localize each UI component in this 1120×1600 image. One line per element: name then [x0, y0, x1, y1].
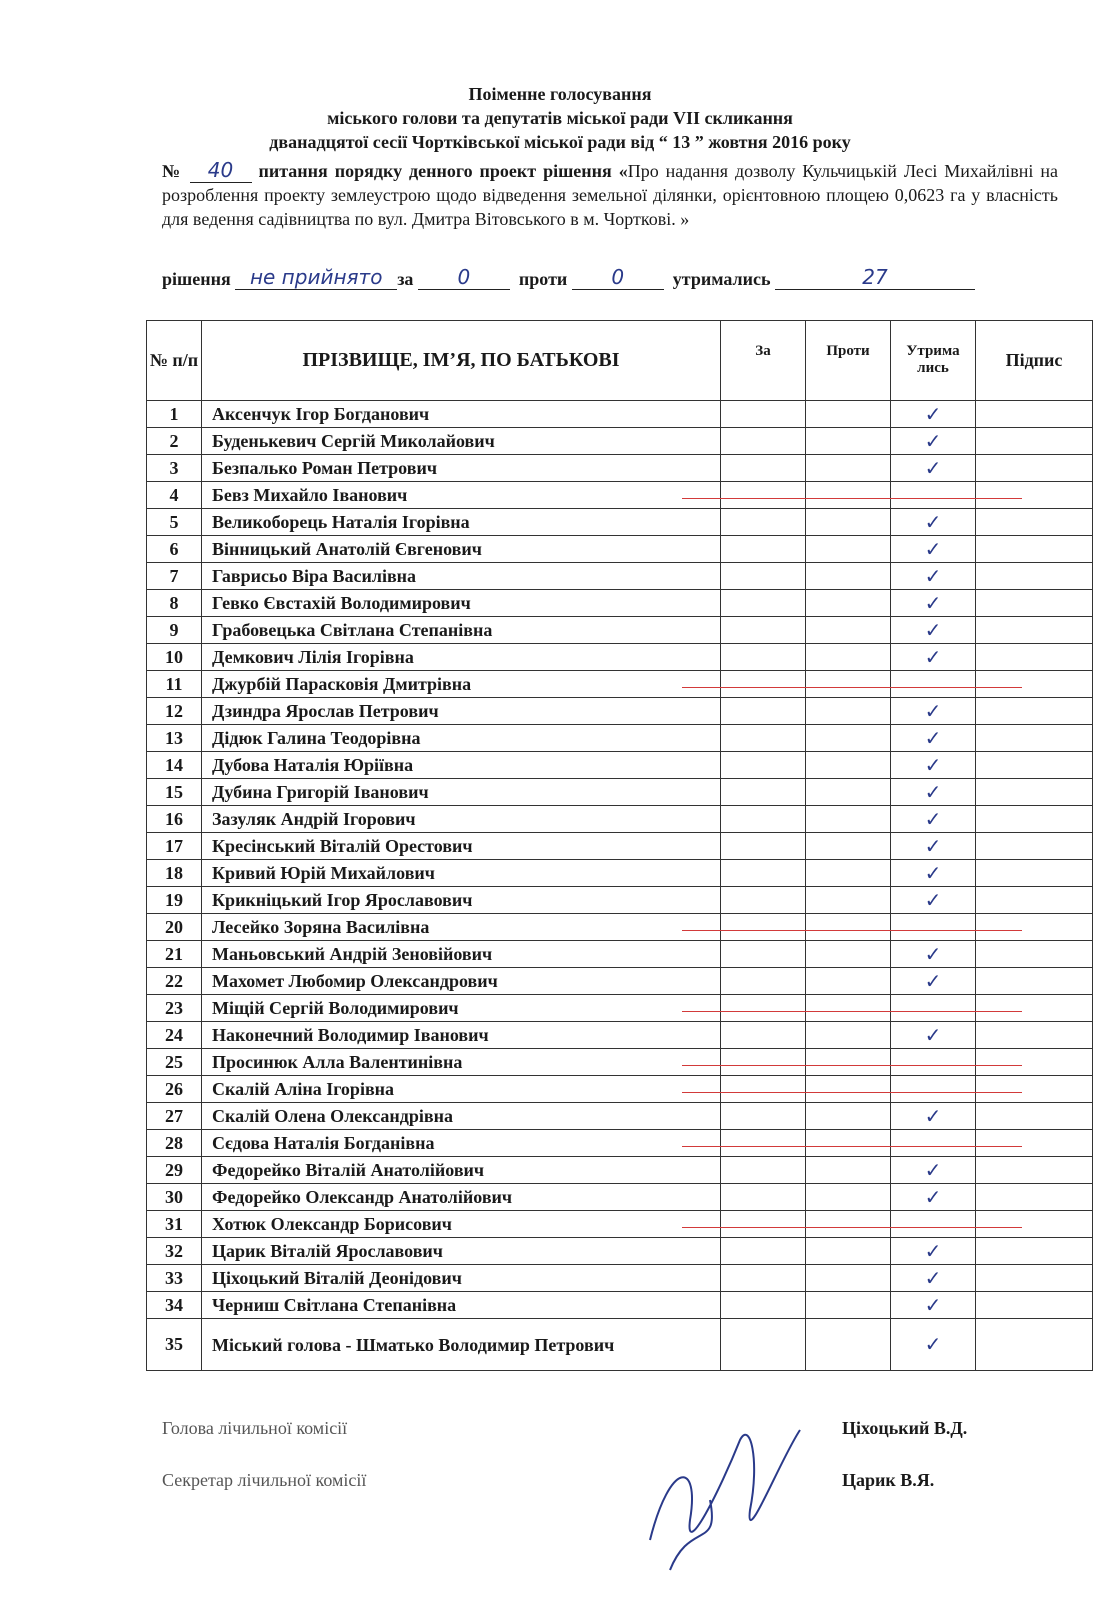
vote-abstain: ✓ — [891, 833, 976, 860]
vote-against — [806, 1076, 891, 1103]
row-number: 5 — [147, 509, 202, 536]
absent-strike-line — [682, 1011, 1022, 1012]
vote-abstain — [891, 482, 976, 509]
vote-abstain: ✓ — [891, 1184, 976, 1211]
table-row — [147, 779, 1093, 806]
vote-abstain: ✓ — [891, 644, 976, 671]
table-row — [147, 1049, 1093, 1076]
against-label: проти — [518, 269, 568, 289]
vote-abstain: ✓ — [891, 590, 976, 617]
signature-cell — [976, 455, 1093, 482]
vote-abstain: ✓ — [891, 725, 976, 752]
vote-against — [806, 779, 891, 806]
vote-for — [721, 590, 806, 617]
signature-cell — [976, 1022, 1093, 1049]
abstain-label: утримались — [672, 269, 771, 289]
vote-for — [721, 1076, 806, 1103]
signature-cell — [976, 806, 1093, 833]
member-name: Наконечний Володимир Іванович — [202, 1022, 721, 1049]
vote-against — [806, 833, 891, 860]
doc-title: Поіменне голосування — [468, 84, 652, 104]
member-name: Ціхоцький Віталій Деонідович — [202, 1265, 721, 1292]
row-number: 7 — [147, 563, 202, 590]
doc-session-line: дванадцятої сесії Чортківської міської ради від “ 13 ” жовтня 2016 року — [269, 132, 851, 152]
vote-for — [721, 455, 806, 482]
vote-against — [806, 455, 891, 482]
vote-abstain: ✓ — [891, 509, 976, 536]
header-against: Проти — [806, 321, 891, 401]
secretary-label: Секретар лічильної комісії — [162, 1470, 367, 1490]
vote-against — [806, 725, 891, 752]
member-name: Скалій Аліна Ігорівна — [202, 1076, 721, 1103]
row-number: 11 — [147, 671, 202, 698]
header-for: За — [721, 321, 806, 401]
table-row — [147, 941, 1093, 968]
absent-strike-line — [682, 687, 1022, 688]
member-name: Демкович Лілія Ігорівна — [202, 644, 721, 671]
question-no-label: № — [162, 161, 183, 181]
row-number: 22 — [147, 968, 202, 995]
absent-strike-line — [682, 1146, 1022, 1147]
table-row — [147, 752, 1093, 779]
table-row — [147, 428, 1093, 455]
row-number: 25 — [147, 1049, 202, 1076]
vote-abstain: ✓ — [891, 428, 976, 455]
member-name: Скалій Олена Олександрівна — [202, 1103, 721, 1130]
member-name: Дідюк Галина Теодорівна — [202, 725, 721, 752]
vote-abstain: ✓ — [891, 779, 976, 806]
absent-strike-line — [682, 930, 1022, 931]
table-row — [147, 1292, 1093, 1319]
member-name: Кривий Юрій Михайлович — [202, 860, 721, 887]
table-row — [147, 1130, 1093, 1157]
vote-for — [721, 860, 806, 887]
vote-abstain — [891, 1076, 976, 1103]
row-number: 9 — [147, 617, 202, 644]
vote-against — [806, 1103, 891, 1130]
vote-against — [806, 428, 891, 455]
vote-against — [806, 860, 891, 887]
vote-against — [806, 968, 891, 995]
vote-abstain: ✓ — [891, 941, 976, 968]
vote-against — [806, 1157, 891, 1184]
vote-abstain: ✓ — [891, 860, 976, 887]
signature-cell — [976, 698, 1093, 725]
member-name: Бевз Михайло Іванович — [202, 482, 721, 509]
member-name: Міський голова - Шматько Володимир Петрович — [202, 1319, 721, 1371]
vote-abstain: ✓ — [891, 401, 976, 428]
vote-for — [721, 1130, 806, 1157]
table-row — [147, 725, 1093, 752]
decision-label: рішення — [162, 269, 231, 289]
table-row — [147, 1238, 1093, 1265]
absent-strike-line — [682, 1065, 1022, 1066]
signature-cell — [976, 995, 1093, 1022]
member-name: Крикніцький Ігор Ярославович — [202, 887, 721, 914]
vote-for — [721, 887, 806, 914]
table-row — [147, 482, 1093, 509]
vote-for — [721, 806, 806, 833]
signature-cell — [976, 482, 1093, 509]
member-name: Грабовецька Світлана Степанівна — [202, 617, 721, 644]
vote-table — [146, 320, 1093, 1371]
member-name: Просинюк Алла Валентинівна — [202, 1049, 721, 1076]
header-num: № п/п — [147, 321, 202, 401]
member-name: Хотюк Олександр Борисович — [202, 1211, 721, 1238]
vote-abstain — [891, 671, 976, 698]
table-row — [147, 833, 1093, 860]
signature-cell — [976, 671, 1093, 698]
row-number: 4 — [147, 482, 202, 509]
table-row — [147, 914, 1093, 941]
signature-cell — [976, 428, 1093, 455]
member-name: Джурбій Парасковія Дмитрівна — [202, 671, 721, 698]
member-name: Великоборець Наталія Ігорівна — [202, 509, 721, 536]
member-name: Маньовський Андрій Зеновійович — [202, 941, 721, 968]
row-number: 1 — [147, 401, 202, 428]
signature-cell — [976, 1238, 1093, 1265]
row-number: 13 — [147, 725, 202, 752]
member-name: Федорейко Віталій Анатолійович — [202, 1157, 721, 1184]
signature-cell — [976, 1130, 1093, 1157]
vote-against — [806, 806, 891, 833]
vote-against — [806, 1211, 891, 1238]
row-number: 20 — [147, 914, 202, 941]
decision-line — [162, 265, 1062, 290]
chair-label: Голова лічильної комісії — [162, 1418, 348, 1438]
vote-against — [806, 1238, 891, 1265]
row-number: 17 — [147, 833, 202, 860]
header-signature: Підпис — [976, 321, 1093, 401]
row-number: 12 — [147, 698, 202, 725]
signature-cell — [976, 509, 1093, 536]
decision-value: не прийнято — [235, 265, 397, 290]
signature-cell — [976, 1265, 1093, 1292]
chair-name: Ціхоцький В.Д. — [842, 1418, 968, 1438]
row-number: 6 — [147, 536, 202, 563]
absent-strike-line — [682, 1092, 1022, 1093]
signature-cell — [976, 617, 1093, 644]
member-name: Махомет Любомир Олександрович — [202, 968, 721, 995]
vote-for — [721, 482, 806, 509]
table-row — [147, 860, 1093, 887]
vote-abstain: ✓ — [891, 752, 976, 779]
signature-cell — [976, 563, 1093, 590]
header-abstain: Утрима лись — [891, 321, 976, 401]
member-name: Вінницький Анатолій Євгенович — [202, 536, 721, 563]
table-row — [147, 671, 1093, 698]
table-row — [147, 536, 1093, 563]
vote-against — [806, 1022, 891, 1049]
row-number: 31 — [147, 1211, 202, 1238]
signature-cell — [976, 536, 1093, 563]
member-name: Гевко Євстахій Володимирович — [202, 590, 721, 617]
vote-abstain: ✓ — [891, 1103, 976, 1130]
member-name: Буденькевич Сергій Миколайович — [202, 428, 721, 455]
table-row — [147, 698, 1093, 725]
row-number: 8 — [147, 590, 202, 617]
row-number: 28 — [147, 1130, 202, 1157]
table-row — [147, 995, 1093, 1022]
vote-for — [721, 509, 806, 536]
row-number: 30 — [147, 1184, 202, 1211]
signature-cell — [976, 1211, 1093, 1238]
signature-cell — [976, 752, 1093, 779]
member-name: Черниш Світлана Степанівна — [202, 1292, 721, 1319]
table-row — [147, 563, 1093, 590]
vote-abstain — [891, 995, 976, 1022]
vote-abstain — [891, 1211, 976, 1238]
table-row — [147, 509, 1093, 536]
vote-against — [806, 995, 891, 1022]
absent-strike-line — [682, 1227, 1022, 1228]
row-number: 26 — [147, 1076, 202, 1103]
question-prefix: питання порядку денного проект рішення « — [258, 161, 628, 181]
row-number: 29 — [147, 1157, 202, 1184]
row-number: 3 — [147, 455, 202, 482]
absent-strike-line — [682, 498, 1022, 499]
vote-abstain: ✓ — [891, 887, 976, 914]
vote-for — [721, 698, 806, 725]
row-number: 2 — [147, 428, 202, 455]
for-value: 0 — [418, 265, 510, 290]
signature-cell — [976, 887, 1093, 914]
vote-against — [806, 1319, 891, 1371]
vote-for — [721, 833, 806, 860]
signature-cell — [976, 1076, 1093, 1103]
row-number: 35 — [147, 1319, 202, 1371]
vote-for — [721, 617, 806, 644]
signature-cell — [976, 1184, 1093, 1211]
table-row — [147, 644, 1093, 671]
signature-cell — [976, 1292, 1093, 1319]
vote-against — [806, 752, 891, 779]
vote-against — [806, 563, 891, 590]
question-paragraph — [162, 158, 1058, 231]
table-row — [147, 455, 1093, 482]
vote-against — [806, 914, 891, 941]
vote-against — [806, 482, 891, 509]
table-row — [147, 1022, 1093, 1049]
vote-against — [806, 509, 891, 536]
table-row — [147, 1184, 1093, 1211]
vote-abstain: ✓ — [891, 806, 976, 833]
vote-abstain: ✓ — [891, 1022, 976, 1049]
signature-cell — [976, 833, 1093, 860]
vote-for — [721, 914, 806, 941]
signature-cell — [976, 401, 1093, 428]
signature-cell — [976, 1049, 1093, 1076]
vote-abstain: ✓ — [891, 617, 976, 644]
vote-for — [721, 1265, 806, 1292]
row-number: 34 — [147, 1292, 202, 1319]
member-name: Дзиндра Ярослав Петрович — [202, 698, 721, 725]
vote-abstain: ✓ — [891, 536, 976, 563]
row-number: 18 — [147, 860, 202, 887]
member-name: Дубова Наталія Юріївна — [202, 752, 721, 779]
member-name: Лесейко Зоряна Василівна — [202, 914, 721, 941]
row-number: 16 — [147, 806, 202, 833]
vote-abstain: ✓ — [891, 968, 976, 995]
member-name: Дубина Григорій Іванович — [202, 779, 721, 806]
vote-against — [806, 536, 891, 563]
vote-for — [721, 1022, 806, 1049]
vote-for — [721, 725, 806, 752]
vote-abstain: ✓ — [891, 1292, 976, 1319]
vote-abstain — [891, 1049, 976, 1076]
vote-against — [806, 671, 891, 698]
vote-for — [721, 401, 806, 428]
table-row — [147, 617, 1093, 644]
vote-abstain — [891, 1130, 976, 1157]
vote-against — [806, 698, 891, 725]
table-row — [147, 1076, 1093, 1103]
vote-against — [806, 941, 891, 968]
vote-for — [721, 1184, 806, 1211]
signature-cell — [976, 779, 1093, 806]
signature-cell — [976, 1157, 1093, 1184]
signature-cell — [976, 941, 1093, 968]
vote-against — [806, 1130, 891, 1157]
vote-against — [806, 887, 891, 914]
member-name: Федорейко Олександр Анатолійович — [202, 1184, 721, 1211]
table-row — [147, 806, 1093, 833]
member-name: Аксенчук Ігор Богданович — [202, 401, 721, 428]
vote-abstain: ✓ — [891, 1265, 976, 1292]
vote-for — [721, 1238, 806, 1265]
table-row — [147, 1103, 1093, 1130]
vote-against — [806, 1184, 891, 1211]
vote-for — [721, 1319, 806, 1371]
vote-for — [721, 1211, 806, 1238]
signature-cell — [976, 1319, 1093, 1371]
vote-abstain: ✓ — [891, 455, 976, 482]
for-label: за — [397, 269, 414, 289]
vote-against — [806, 1292, 891, 1319]
table-row — [147, 1265, 1093, 1292]
abstain-value: 27 — [775, 265, 975, 290]
vote-for — [721, 1157, 806, 1184]
row-number: 21 — [147, 941, 202, 968]
row-number: 23 — [147, 995, 202, 1022]
against-value: 0 — [572, 265, 664, 290]
question-no-value: 40 — [190, 158, 252, 183]
member-name: Міщій Сергій Володимирович — [202, 995, 721, 1022]
vote-against — [806, 1265, 891, 1292]
member-name: Безпалько Роман Петрович — [202, 455, 721, 482]
vote-against — [806, 644, 891, 671]
vote-abstain: ✓ — [891, 563, 976, 590]
vote-abstain: ✓ — [891, 1157, 976, 1184]
vote-for — [721, 671, 806, 698]
vote-for — [721, 536, 806, 563]
member-name: Зазуляк Андрій Ігорович — [202, 806, 721, 833]
table-row — [147, 1319, 1093, 1371]
signature-cell — [976, 968, 1093, 995]
member-name: Кресінський Віталій Орестович — [202, 833, 721, 860]
row-number: 24 — [147, 1022, 202, 1049]
vote-for — [721, 1103, 806, 1130]
row-number: 19 — [147, 887, 202, 914]
vote-abstain: ✓ — [891, 1238, 976, 1265]
member-name: Сєдова Наталія Богданівна — [202, 1130, 721, 1157]
vote-against — [806, 1049, 891, 1076]
vote-against — [806, 617, 891, 644]
doc-subtitle: міського голови та депутатів міської ради VII скликання — [327, 108, 793, 128]
table-row — [147, 401, 1093, 428]
row-number: 10 — [147, 644, 202, 671]
table-row — [147, 887, 1093, 914]
signature-cell — [976, 644, 1093, 671]
header-name: ПРІЗВИЩЕ, ІМ’Я, ПО БАТЬКОВІ — [202, 321, 721, 401]
row-number: 14 — [147, 752, 202, 779]
row-number: 27 — [147, 1103, 202, 1130]
signature-cell — [976, 1103, 1093, 1130]
signature-cell — [976, 725, 1093, 752]
signature-cell — [976, 590, 1093, 617]
vote-for — [721, 752, 806, 779]
vote-for — [721, 563, 806, 590]
row-number: 33 — [147, 1265, 202, 1292]
table-row — [147, 590, 1093, 617]
vote-for — [721, 644, 806, 671]
table-row — [147, 1157, 1093, 1184]
table-row — [147, 1211, 1093, 1238]
vote-for — [721, 941, 806, 968]
row-number: 32 — [147, 1238, 202, 1265]
vote-for — [721, 1049, 806, 1076]
question-text: Про надання дозволу Кульчицькій Лесі Михайлівні на розроблення проекту землеустрою щодо відведення земельної ділянки, орієнтовною площею 0,0623 га у власність для ведення садівництва по вул. Дмитра Вітовського в м. Чорткові. » — [162, 161, 1059, 229]
row-number: 15 — [147, 779, 202, 806]
member-name: Гаврисьо Віра Василівна — [202, 563, 721, 590]
signature-cell — [976, 860, 1093, 887]
member-name: Царик Віталій Ярославович — [202, 1238, 721, 1265]
vote-for — [721, 428, 806, 455]
vote-for — [721, 968, 806, 995]
signature-cell — [976, 914, 1093, 941]
vote-abstain: ✓ — [891, 1319, 976, 1371]
vote-for — [721, 995, 806, 1022]
table-row — [147, 968, 1093, 995]
vote-abstain: ✓ — [891, 698, 976, 725]
vote-for — [721, 779, 806, 806]
vote-for — [721, 1292, 806, 1319]
vote-against — [806, 401, 891, 428]
vote-against — [806, 590, 891, 617]
vote-abstain — [891, 914, 976, 941]
secretary-name: Царик В.Я. — [842, 1470, 935, 1490]
signature-scribble — [630, 1400, 830, 1590]
